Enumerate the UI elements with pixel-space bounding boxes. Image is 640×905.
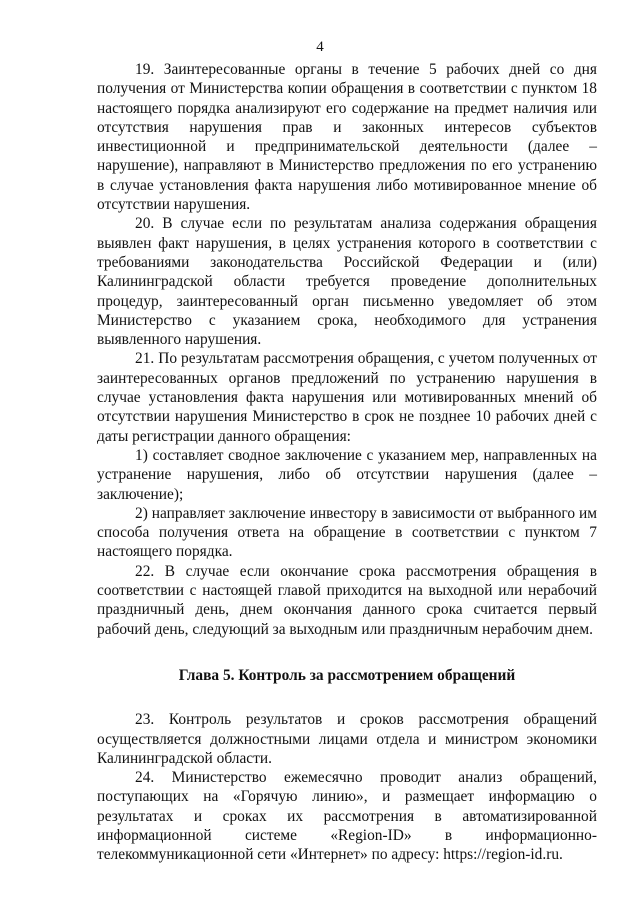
page-number: 4 <box>316 39 324 55</box>
paragraph-19: 19. Заинтересованные органы в течение 5 рабочих дней со дня получения от Министерства копии обращения в соответствии с пунктом 18 настоящего порядка анализируют его содержание на предмет наличия или отсутствия нарушения прав и законных интересов субъектов инвестиционной и предпринимательской деятельности (далее – нарушение), направляют в Министерство предложения по его устранению в случае установления факта нарушения либо мотивированное мнение об отсутствии нарушения. <box>97 61 597 214</box>
paragraph-21: 21. По результатам рассмотрения обращения, с учетом полученных от заинтересованных органов предложений по устранению нарушения в случае установления факта нарушения или мотивированных мнений об отсутствии нарушения Министерство в срок не позднее 10 рабочих дней с даты регистрации данного обращения: <box>97 350 597 445</box>
paragraph-22: 22. В случае если окончание срока рассмотрения обращения в соответствии с настоящей главой приходится на выходной или нерабочий праздничный день, днем окончания данного срока считается первый рабочий день, следующий за выходным или праздничным нерабочим днем. <box>97 562 597 638</box>
subitem-1: 1) составляет сводное заключение с указанием мер, направленных на устранение нарушения, либо об отсутствии нарушения (далее – заключение); <box>97 446 597 503</box>
paragraph-20: 20. В случае если по результатам анализа содержания обращения выявлен факт нарушения, в целях устранения которого в соответствии с требованиями законодательства Российской Федерации и (или) Калининградской области требуется проведение дополнительных процедур, заинтересованный орган письменно уведомляет об этом Министерство с указанием срока, необходимого для устранения выявленного нарушения. <box>97 215 597 349</box>
paragraph-23: 23. Контроль результатов и сроков рассмотрения обращений осуществляется должностными лицами отдела и министром экономики Калининградской области. <box>97 711 597 767</box>
document-body <box>97 60 597 865</box>
subitem-2: 2) направляет заключение инвестору в зависимости от выбранного им способа получения ответа на обращение в соответствии с пунктом 7 настоящего порядка. <box>97 504 597 561</box>
chapter-heading: Глава 5. Контроль за рассмотрением обращений <box>178 666 516 684</box>
paragraph-24: 24. Министерство ежемесячно проводит анализ обращений, поступающих на «Горячую линию», и размещает информацию о результатах и сроках их рассмотрения в автоматизированной информационной системе «Region-ID» в информационно-телекоммуникационной сети «Интернет» по адресу: https://region-id.ru. <box>97 769 597 864</box>
